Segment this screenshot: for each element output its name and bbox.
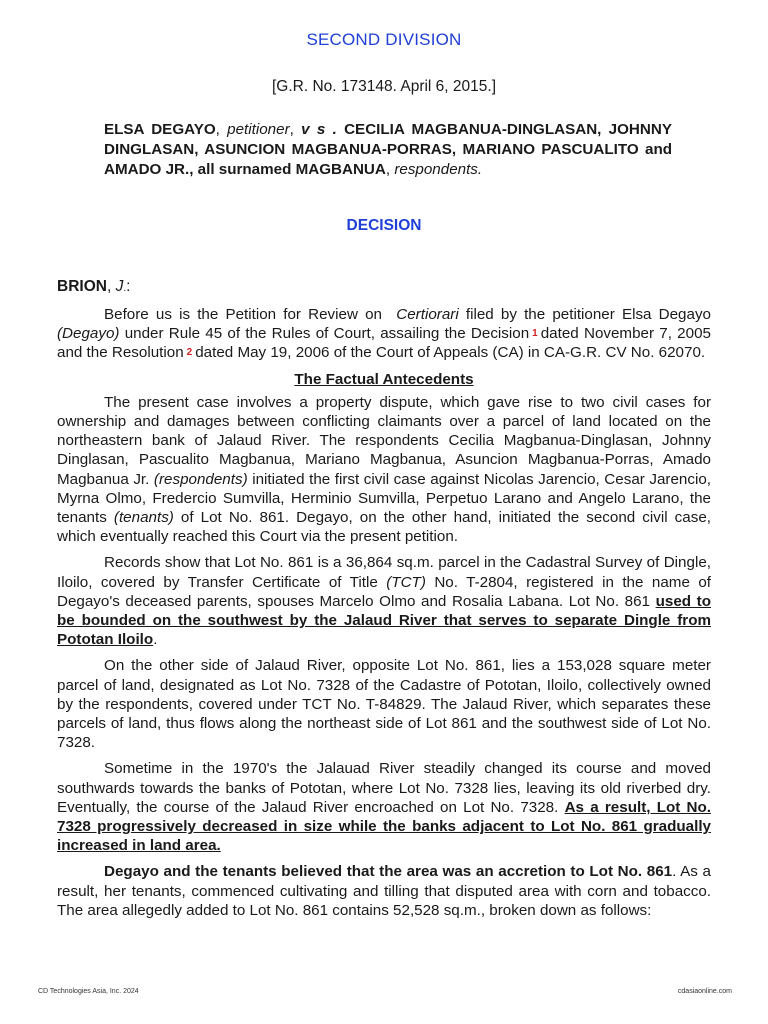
petitioner-name: ELSA DEGAYO bbox=[104, 121, 216, 138]
p3-text-3: . bbox=[153, 631, 158, 649]
case-number: [G.R. No. 173148. April 6, 2015.] bbox=[271, 78, 497, 95]
p2-text-2: initiated the first civil case against Nicolas Jarencio, Cesar Jarencio, Myrna Olmo, Fredercio Sumvilla, Herminio Sumvilla, Perpetuo Larano and Angelo Larano, the tenants bbox=[57, 470, 711, 527]
footnote-link-2[interactable]: 2 bbox=[186, 347, 193, 359]
paragraph-1 bbox=[57, 305, 711, 363]
p5-text-1: Sometime in the 1970's the Jalauad River steadily changed its course and moved southwards towards the banks of Pototan, where Lot No. 7328 lies, leaving its old riverbed dry. Eventually, the course of the Jalaud River encroached on Lot No. 7328. bbox=[57, 760, 711, 816]
p1-text-5: dated May 19, 2006 of the Court of Appeals (CA) in CA-G.R. CV No. 62070. bbox=[195, 344, 706, 362]
p1-text-2: filed by the petitioner Elsa Degayo bbox=[465, 306, 711, 323]
versus-label: v s . bbox=[301, 121, 337, 138]
case-parties: ELSA DEGAYO, petitioner, v s . CECILIA MAGBANUA-DINGLASAN, JOHNNY DINGLASAN, ASUNCION MAGBANUA-PORRAS, MARIANO PASCUALITO and AMADO JR., all surnamed MAGBANUA, respondents. bbox=[104, 121, 672, 178]
footer-site: cdasiaonline.com bbox=[677, 988, 732, 995]
paragraph-2 bbox=[57, 393, 711, 547]
p3-emphasis: used to be bounded on the southwest by the Jalaud River that serves to separate Dingle from Pototan Iloilo bbox=[57, 592, 711, 649]
paragraph-3 bbox=[57, 553, 711, 649]
p3-text-2: No. T-2804, registered in the name of Degayo's deceased parents, spouses Marcelo Olmo and Rosalia Labana. Lot No. 861 bbox=[57, 573, 711, 610]
p2-text-3: of Lot No. 861. Degayo, on the other hand, initiated the second civil case, which eventually reached this Court via the present petition. bbox=[57, 509, 711, 546]
tct-term: (TCT) bbox=[386, 573, 426, 591]
footnote-link-1[interactable]: 1 bbox=[532, 328, 538, 340]
paragraph-4: On the other side of Jalaud River, opposite Lot No. 861, lies a 153,028 square meter parcel of land, designated as Lot No. 7328 of the Cadastre of Pototan, Iloilo, collectively owned by the respondents, covered under TCT No. T-84829. The Jalaud River, which separates these parcels of land, thus flows along the northeast side of Lot 861 and the southwest side of Lot No. 7328. bbox=[57, 657, 711, 752]
respondents-role: respondents. bbox=[394, 161, 483, 178]
paragraph-6 bbox=[57, 862, 711, 920]
p2-text-1: The present case involves a property dispute, which gave rise to two civil cases for ownership and damages between conflicting claimants over a parcel of land located on the northeastern bank of Jalaud River. The respondents Cecilia Magbanua-Dinglasan, Johnny Dinglasan, Pascualito Magbanua, Mariano Magbanua, Asuncion Magbanua-Porras, Amado Magbanua Jr. bbox=[57, 393, 711, 488]
footer-copyright: CD Technologies Asia, Inc. 2024 bbox=[38, 988, 139, 995]
respondents-names: CECILIA MAGBANUA-DINGLASAN, JOHNNY DINGLASAN, ASUNCION MAGBANUA-PORRAS, MARIANO PASCUALITO and AMADO JR., all surnamed MAGBANUA bbox=[104, 121, 672, 178]
section-title: The Factual Antecedents bbox=[294, 370, 474, 388]
p3-text-1: Records show that Lot No. 861 is a 36,864 sq.m. parcel in the Cadastral Survey of Dingle, Iloilo, covered by Transfer Certificate of Title bbox=[57, 554, 711, 591]
decision-heading: DECISION bbox=[346, 217, 422, 234]
division-heading: SECOND DIVISION bbox=[306, 30, 462, 49]
degayo-term: (Degayo) bbox=[57, 325, 120, 343]
ponente-suffix: J bbox=[115, 278, 124, 295]
p1-text-1: Before us is the Petition for Review on bbox=[104, 306, 382, 323]
p6-bold: Degayo and the tenants believed that the area was an accretion to Lot No. 861 bbox=[104, 863, 673, 881]
ponente: BRION, J.: bbox=[57, 278, 131, 295]
tenants-term: (tenants) bbox=[113, 509, 174, 527]
decision-body bbox=[57, 305, 711, 926]
p1-text-4: dated November 7, 2005 and the Resolution bbox=[57, 325, 711, 362]
petitioner-role: petitioner bbox=[227, 121, 290, 138]
p1-text-3: under Rule 45 of the Rules of Court, assailing the Decision bbox=[124, 325, 530, 343]
p5-emphasis: As a result, Lot No. 7328 progressively decreased in size while the banks adjacent to Lot No. 861 gradually increased in land area. bbox=[57, 798, 711, 855]
respondents-term: (respondents) bbox=[153, 470, 248, 488]
ponente-name: BRION bbox=[57, 278, 107, 295]
paragraph-5 bbox=[57, 759, 711, 855]
p6-text-1: . As a result, her tenants, commenced cultivating and tilling that disputed area with corn and tobacco. The area allegedly added to Lot No. 861 contains 52,528 sq.m., broken down as follows: bbox=[57, 863, 711, 919]
certiorari-term: Certiorari bbox=[396, 306, 459, 323]
